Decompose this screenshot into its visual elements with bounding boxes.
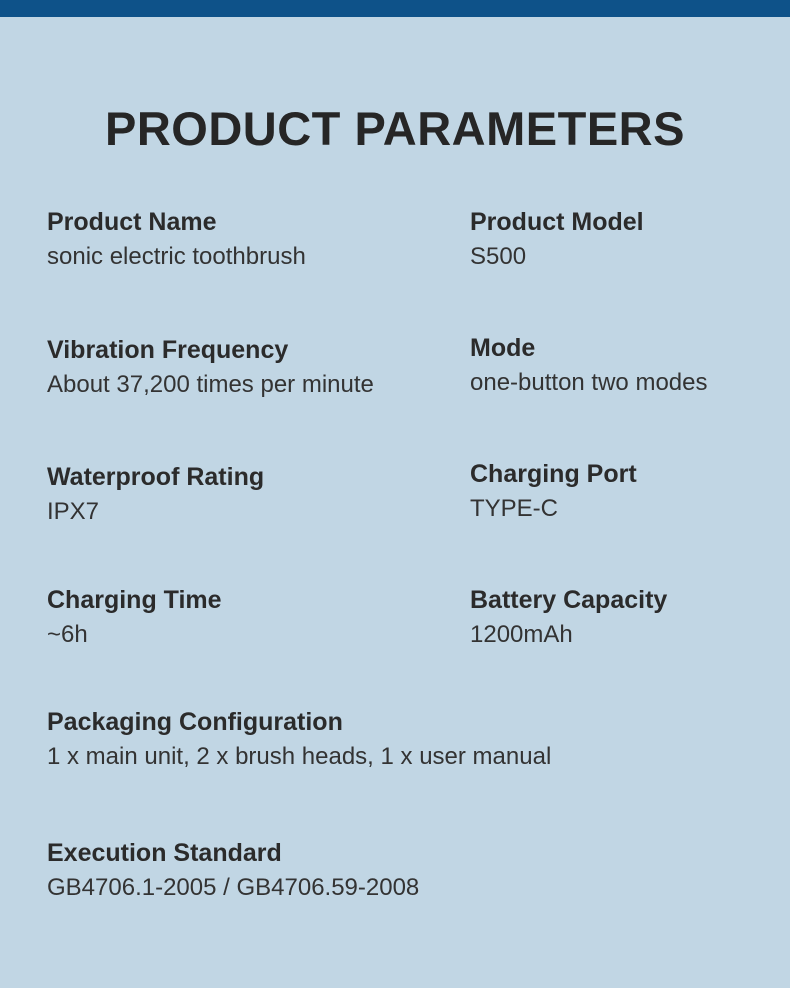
param-value: GB4706.1-2005 / GB4706.59-2008 bbox=[47, 874, 420, 901]
param-label: Mode bbox=[470, 334, 536, 362]
param-charging-port bbox=[470, 458, 637, 525]
param-value: IPX7 bbox=[47, 498, 100, 525]
param-value: About 37,200 times per minute bbox=[47, 371, 374, 398]
param-waterproof-rating bbox=[47, 461, 264, 528]
param-value: 1200mAh bbox=[470, 621, 573, 648]
param-label: Product Name bbox=[47, 208, 217, 236]
param-charging-time bbox=[47, 584, 222, 651]
param-value: sonic electric toothbrush bbox=[47, 243, 306, 270]
param-value: TYPE-C bbox=[470, 495, 559, 522]
param-value: 1 x main unit, 2 x brush heads, 1 x user manual bbox=[47, 743, 552, 770]
param-battery-capacity bbox=[470, 584, 667, 651]
param-label: Packaging Configuration bbox=[47, 708, 343, 736]
param-label: Charging Port bbox=[470, 460, 637, 488]
top-accent-bar bbox=[0, 0, 790, 17]
param-value: ~6h bbox=[47, 621, 88, 648]
param-execution-standard bbox=[47, 837, 419, 904]
param-label: Waterproof Rating bbox=[47, 463, 265, 491]
param-product-name bbox=[47, 206, 306, 273]
param-packaging-configuration bbox=[47, 706, 551, 773]
param-value: one-button two modes bbox=[470, 369, 708, 396]
param-label: Battery Capacity bbox=[470, 586, 668, 614]
param-label: Vibration Frequency bbox=[47, 336, 289, 364]
param-label: Charging Time bbox=[47, 586, 222, 614]
param-mode bbox=[470, 332, 707, 399]
page-title: PRODUCT PARAMETERS bbox=[105, 102, 685, 155]
param-value: S500 bbox=[470, 243, 527, 270]
param-label: Product Model bbox=[470, 208, 644, 236]
param-vibration-frequency bbox=[47, 334, 374, 401]
param-product-model bbox=[470, 206, 644, 273]
param-label: Execution Standard bbox=[47, 839, 282, 867]
